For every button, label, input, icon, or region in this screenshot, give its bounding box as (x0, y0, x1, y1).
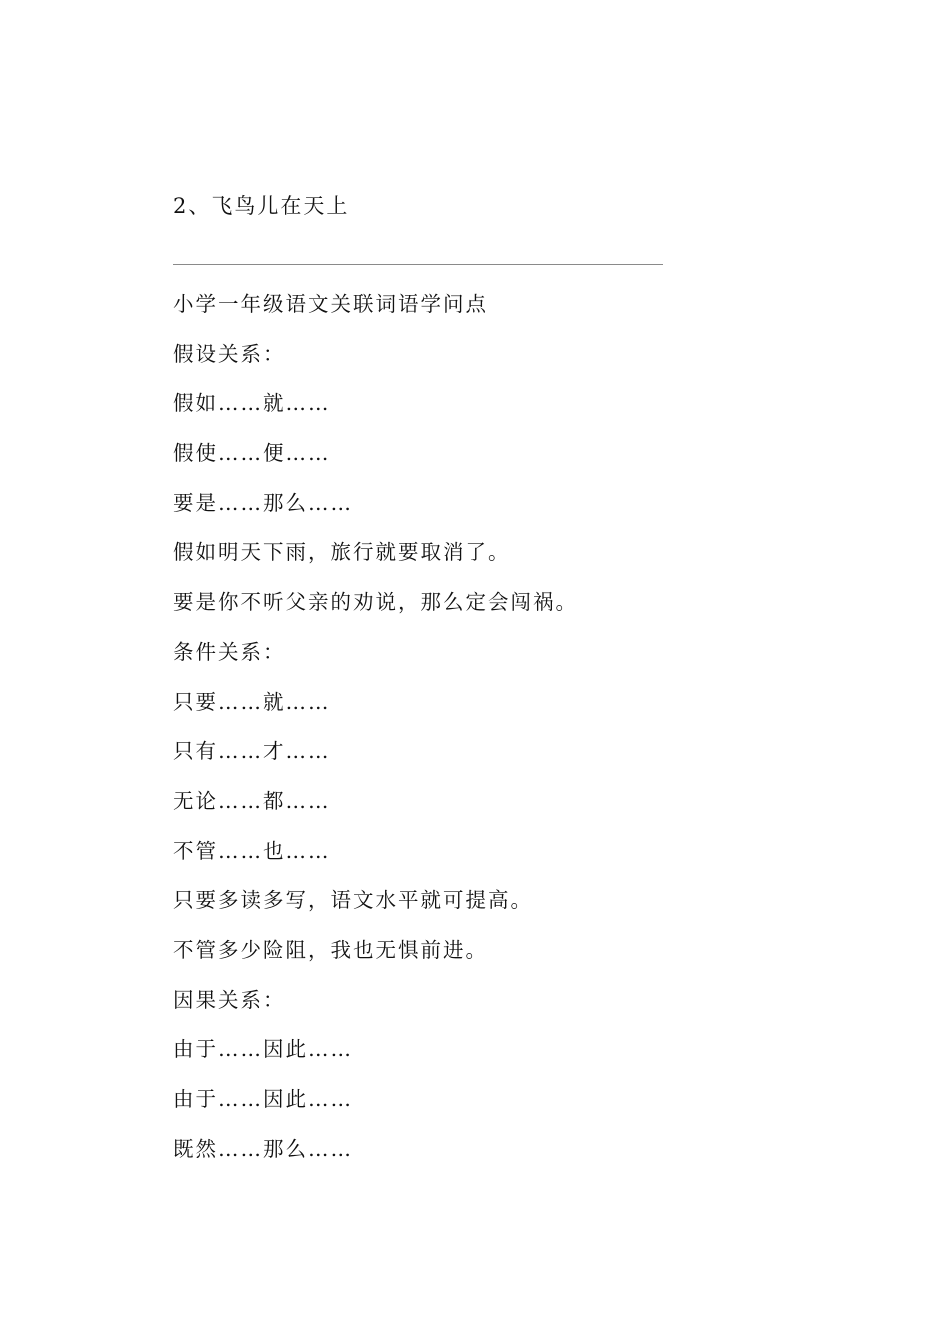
conjunction-pair: 只有……才…… (173, 739, 331, 764)
conjunction-pair: 要是……那么…… (173, 490, 353, 515)
category-heading: 因果关系： (173, 987, 286, 1012)
conjunction-pair: 假使……便…… (173, 441, 331, 466)
example-sentence: 只要多读多写，语文水平就可提高。 (173, 888, 533, 913)
conjunction-pair: 由于……因此…… (173, 1037, 353, 1062)
example-sentence: 假如明天下雨，旅行就要取消了。 (173, 540, 511, 565)
conjunction-pair: 假如……就…… (173, 391, 331, 416)
conjunction-pair: 既然……那么…… (173, 1136, 353, 1161)
answer-blank-line (173, 264, 663, 265)
category-heading: 假设关系： (173, 341, 286, 366)
example-sentence: 不管多少险阻，我也无惧前进。 (173, 937, 488, 962)
conjunction-pair: 只要……就…… (173, 689, 331, 714)
conjunction-pair: 不管……也…… (173, 838, 331, 863)
conjunction-pair: 由于……因此…… (173, 1087, 353, 1111)
conjunction-pair: 无论……都…… (173, 788, 331, 813)
category-heading: 条件关系： (173, 639, 286, 664)
example-sentence: 要是你不听父亲的劝说，那么定会闯祸。 (173, 590, 578, 615)
content-lines (173, 287, 578, 1181)
question-item: 2、飞鸟儿在天上 (173, 194, 350, 218)
section-title: 小学一年级语文关联词语学问点 (173, 292, 488, 316)
